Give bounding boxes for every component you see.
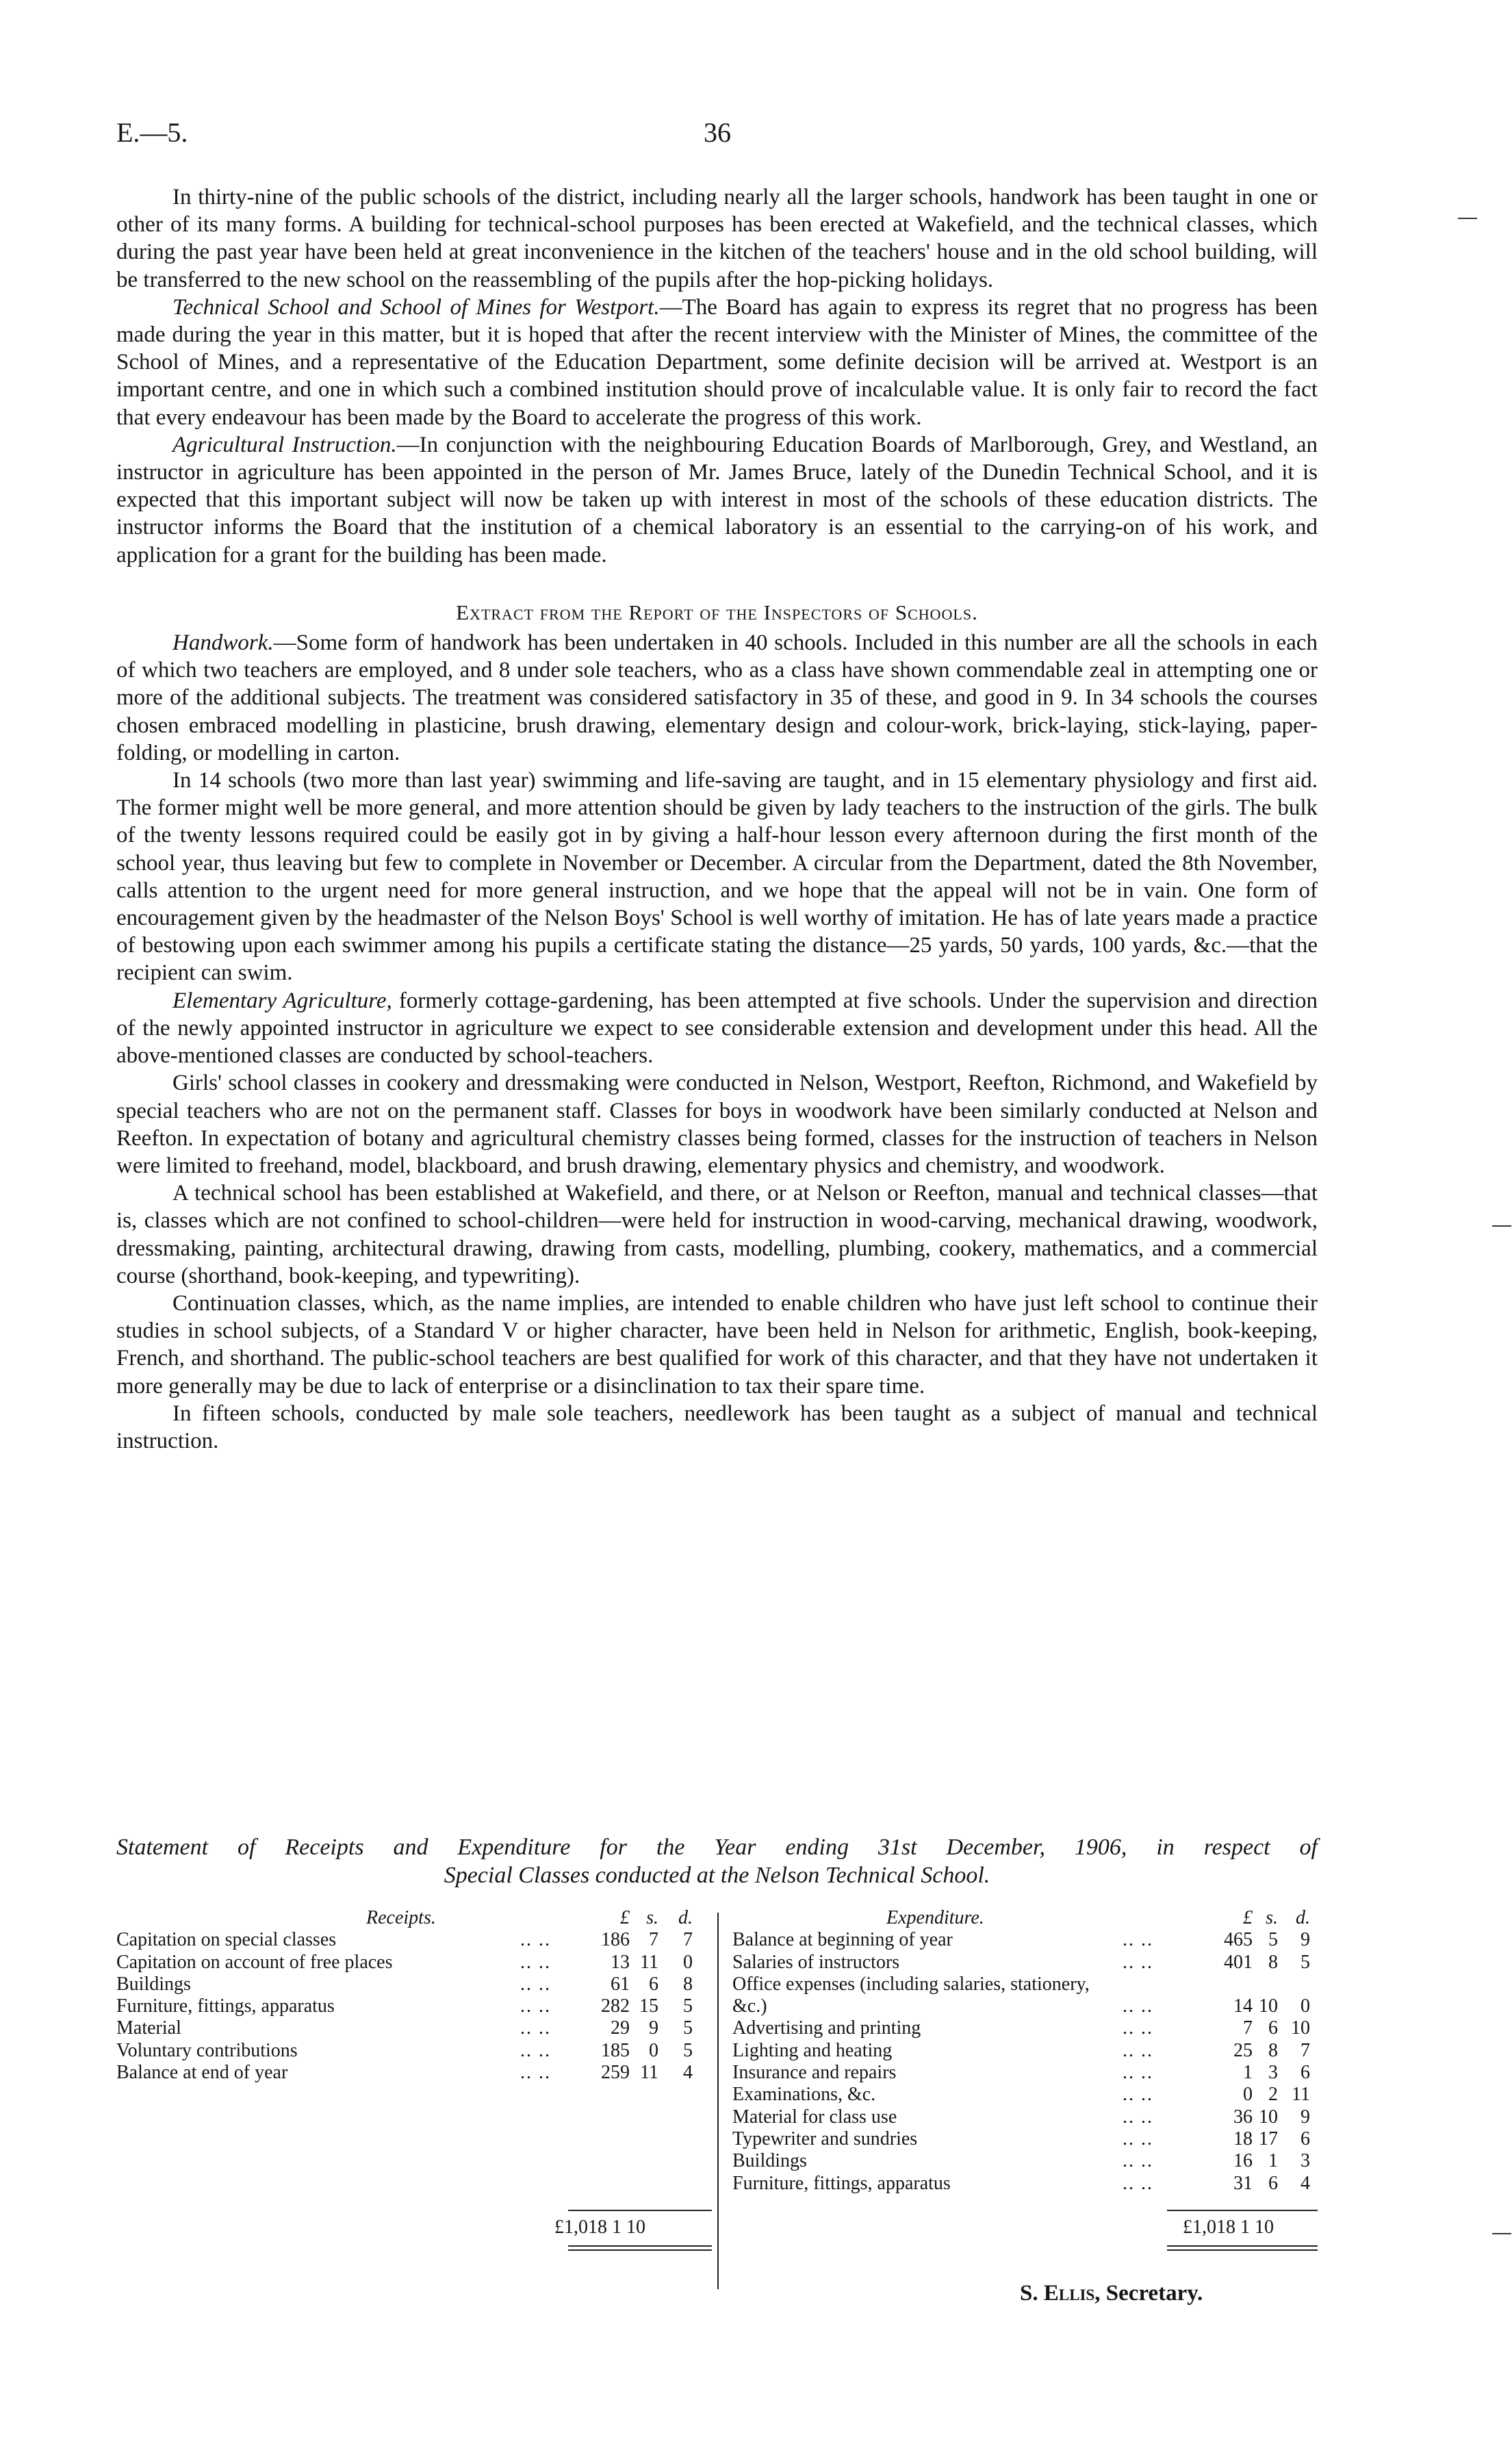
ledger-row <box>116 1929 719 1951</box>
expenditure-rule-bottom-2 <box>1167 2249 1318 2251</box>
shillings-header: s. <box>1266 1907 1278 1928</box>
statement-title <box>116 1833 1318 1889</box>
ledger-item-label: Material <box>116 2017 181 2039</box>
leader-dots: .. .. <box>1123 1995 1153 2017</box>
expenditure-rule-top <box>1167 2210 1318 2211</box>
pounds-value: 25 <box>1233 2039 1253 2061</box>
pounds-value: 18 <box>1233 2128 1253 2149</box>
receipts-total: £1,018 1 10 <box>554 2217 645 2238</box>
expenditure-table <box>732 1907 1318 2195</box>
signatory-title: Secretary. <box>1105 2281 1203 2306</box>
leader-dots: .. .. <box>520 1951 551 1973</box>
ledger-row <box>732 2017 1318 2039</box>
receipts-rule-top <box>568 2210 712 2211</box>
pounds-value: 185 <box>601 2039 630 2061</box>
receipts-rule-bottom-1 <box>568 2245 712 2247</box>
pounds-value: 61 <box>611 1973 630 1995</box>
paragraph-heading: Elementary Agriculture, <box>172 988 392 1013</box>
paragraph-westport: Technical School and School of Mines for Westport.—The Board has again to express its regret that no progress has been made during the year in this matter, but it is hoped that after the recent interview with the Minister of Mines, the committee of the School of Mines, and a representative of the Education Department, some definite decision will be arrived at. Westport is an important centre, and one in which such a combined institution should prove of incalculable value. It is only fair to record the fact that every endeavour has been made by the Board to accelerate the progress of this work. <box>116 294 1318 430</box>
ledger-item-label: Lighting and heating <box>732 2039 893 2061</box>
page-number: 36 <box>704 117 731 148</box>
margin-mark <box>1492 2233 1511 2234</box>
receipts-rule-bottom-2 <box>568 2249 712 2251</box>
document-code: E.—5. <box>116 117 188 148</box>
ledger-item-label: &c.) <box>732 1995 767 2017</box>
pounds-value: 16 <box>1233 2150 1253 2172</box>
receipts-header-row <box>116 1907 719 1929</box>
ledger-item-label: Furniture, fittings, apparatus <box>732 2172 951 2194</box>
ledger-row <box>116 1995 719 2017</box>
pence-value: 8 <box>683 1973 693 1995</box>
pence-value: 0 <box>683 1951 693 1973</box>
ledger-row <box>732 1995 1318 2017</box>
pence-value: 5 <box>683 2017 693 2039</box>
ledger-row <box>116 2017 719 2039</box>
shillings-value: 0 <box>649 2039 658 2061</box>
pounds-header: £ <box>1243 1907 1253 1928</box>
ledger-item-label: Capitation on account of free places <box>116 1951 393 1973</box>
pence-value: 9 <box>1300 1929 1310 1951</box>
paragraph-swimming: In 14 schools (two more than last year) swimming and life-saving are taught, and in 15 elementary physiology and first aid. The former might well be more general, and more attention should be given by lady teachers to the instruction of the girls. The bulk of the twenty lessons required could be easily got in by giving a half-hour lesson every afternoon during the first month of the school year, thus leaving but few to complete in November or December. A circular from the Department, dated the 8th November, calls attention to the urgent need for more general instruction, and we hope that the appeal will not be in vain. One form of encouragement given by the headmaster of the Nelson Boys' School is well worthy of imitation. He has of late years made a practice of bestowing upon each swimmer among his pupils a certificate stating the distance—25 yards, 50 yards, 100 yards, &c.—that the recipient can swim. <box>116 768 1318 986</box>
pence-value: 9 <box>1300 2106 1310 2128</box>
paragraph-needlework: In fifteen schools, conducted by male sole teachers, needlework has been taught as a subject of manual and technical instruction. <box>116 1401 1318 1453</box>
pence-value: 7 <box>1300 2039 1310 2061</box>
ledger-item-label: Insurance and repairs <box>732 2062 897 2084</box>
ledger-item-label: Balance at end of year <box>116 2062 288 2084</box>
ledger-item-label: Voluntary contributions <box>116 2039 298 2061</box>
pence-value: 4 <box>683 2062 693 2084</box>
ledger-row <box>116 2040 719 2062</box>
expenditure-total: £1,018 1 10 <box>1183 2217 1274 2238</box>
ledger-item-label: Material for class use <box>732 2106 897 2128</box>
leader-dots: .. .. <box>1123 2106 1153 2128</box>
paragraph-elementary-agriculture: Elementary Agriculture, formerly cottage-gardening, has been attempted at five schools. Under the supervision and direction of the newly appointed instructor in agriculture we expect to see considerable extension and development under this head. All the above-mentioned classes are conducted by school-teachers. <box>116 988 1318 1069</box>
leader-dots: .. .. <box>520 2017 551 2039</box>
ledger-item-label: Advertising and printing <box>732 2017 921 2039</box>
report-body <box>116 183 1318 1455</box>
leader-dots: .. .. <box>1123 2062 1153 2084</box>
pence-value: 4 <box>1300 2172 1310 2194</box>
pounds-value: 186 <box>601 1929 630 1951</box>
shillings-value: 15 <box>639 1995 658 2017</box>
paragraph-continuation-classes: Continuation classes, which, as the name implies, are intended to enable children who have just left school to continue their studies in school subjects, of a Standard V or higher character, have been held in Nelson for arithmetic, English, book-keeping, French, and shorthand. The public-school teachers are best qualified for work of this character, and that they have not undertaken it more generally may be due to lack of enterprise or a disinclination to tax their spare time. <box>116 1290 1318 1399</box>
ledger-row <box>732 2106 1318 2128</box>
ledger-row <box>732 2040 1318 2062</box>
pounds-value: 7 <box>1243 2017 1253 2039</box>
pounds-value: 13 <box>611 1951 630 1973</box>
leader-dots: .. .. <box>1123 1951 1153 1973</box>
leader-dots: .. .. <box>520 2062 551 2084</box>
ledger-item-label: Buildings <box>732 2150 807 2172</box>
ledger-row <box>116 2062 719 2084</box>
pounds-value: 0 <box>1243 2084 1253 2106</box>
section-title: Extract from the Report of the Inspectors of Schools. <box>456 600 978 624</box>
ledger-row <box>732 1974 1318 1995</box>
ledger-row <box>116 1952 719 1974</box>
pounds-value: 29 <box>611 2017 630 2039</box>
ledger-item-label: Furniture, fittings, apparatus <box>116 1995 335 2017</box>
pence-value: 6 <box>1300 2128 1310 2149</box>
ledger-item-label: Capitation on special classes <box>116 1929 337 1951</box>
column-divider <box>717 1913 719 2289</box>
expenditure-rule-bottom-1 <box>1167 2245 1318 2247</box>
expenditure-header-row <box>732 1907 1318 1929</box>
ledger-item-label: Office expenses (including salaries, stationery, <box>732 1973 1090 1995</box>
signatory-name: S. Ellis, <box>1020 2281 1101 2306</box>
leader-dots: .. .. <box>1123 2084 1153 2106</box>
paragraph-handwork-district: In thirty-nine of the public schools of the district, including nearly all the larger schools, handwork has been taught in one or other of its many forms. A building for technical-school purposes has been erected at Wakefield, and the technical classes, which during the past year have been held at great inconvenience in the kitchen of the teachers' house and in the old school building, will be transferred to the new school on the reassembling of the pupils after the hop-picking holidays. <box>116 185 1318 292</box>
shillings-value: 10 <box>1259 2106 1278 2128</box>
margin-mark <box>1492 1225 1511 1227</box>
paragraph-girls-classes: Girls' school classes in cookery and dressmaking were conducted in Nelson, Westport, Reefton, Richmond, and Wakefield by special teachers who are not on the permanent staff. Classes for boys in woodwork have been similarly conducted at Nelson and Reefton. In expectation of botany and agricultural chemistry classes being formed, classes for the instruction of teachers in Nelson were limited to freehand, model, blackboard, and brush drawing, elementary physics and chemistry, and woodwork. <box>116 1071 1318 1178</box>
ledger-row <box>732 2128 1318 2150</box>
ledger-row <box>732 2084 1318 2106</box>
pence-value: 6 <box>1300 2062 1310 2084</box>
pence-value: 11 <box>1292 2084 1310 2106</box>
leader-dots: .. .. <box>1123 1929 1153 1951</box>
ledger-item-label: Balance at beginning of year <box>732 1929 953 1951</box>
pence-value: 5 <box>683 1995 693 2017</box>
ledger-row <box>732 2062 1318 2084</box>
pence-value: 3 <box>1300 2150 1310 2172</box>
shillings-value: 5 <box>1268 1929 1278 1951</box>
shillings-value: 8 <box>1268 1951 1278 1973</box>
shillings-value: 11 <box>640 1951 658 1973</box>
pounds-value: 259 <box>601 2062 630 2084</box>
receipts-table <box>116 1907 719 2084</box>
shillings-header: s. <box>646 1907 658 1928</box>
pounds-value: 401 <box>1224 1951 1253 1973</box>
shillings-value: 6 <box>1268 2017 1278 2039</box>
ledger-row <box>732 1952 1318 1974</box>
ledger-row <box>732 2150 1318 2172</box>
leader-dots: .. .. <box>520 1973 551 1995</box>
pence-header: d. <box>1296 1907 1310 1928</box>
expenditure-heading: Expenditure. <box>886 1907 984 1928</box>
shillings-value: 6 <box>649 1973 658 1995</box>
shillings-value: 1 <box>1268 2150 1278 2172</box>
leader-dots: .. .. <box>520 1995 551 2017</box>
leader-dots: .. .. <box>1123 2150 1153 2172</box>
shillings-value: 10 <box>1259 1995 1278 2017</box>
shillings-value: 17 <box>1259 2128 1278 2149</box>
page-header <box>116 116 1318 157</box>
pounds-value: 465 <box>1224 1929 1253 1951</box>
statement-title-line-1: Statement of Receipts and Expenditure for the Year ending 31st December, 1906, in respect of <box>116 1835 1318 1860</box>
pounds-value: 31 <box>1233 2172 1253 2194</box>
pence-header: d. <box>678 1907 693 1928</box>
ledger-item-label: Salaries of instructors <box>732 1951 900 1973</box>
paragraph-heading: Handwork. <box>172 630 274 656</box>
pounds-header: £ <box>620 1907 630 1928</box>
margin-mark <box>1458 218 1477 219</box>
ledger-item-label: Examinations, &c. <box>732 2084 876 2106</box>
ledger-row <box>732 1929 1318 1951</box>
leader-dots: .. .. <box>1123 2172 1153 2194</box>
pounds-value: 282 <box>601 1995 630 2017</box>
ledger-row <box>116 1974 719 1995</box>
leader-dots: .. .. <box>1123 2017 1153 2039</box>
paragraph-technical-school: A technical school has been established at Wakefield, and there, or at Nelson or Reefton, manual and technical classes—that is, classes which are not confined to school-children—were held for instruction in wood-carving, mechanical drawing, woodwork, dressmaking, painting, architectural drawing, drawing from casts, modelling, plumbing, cookery, mathematics, and a commercial course (shorthand, book-keeping, and typewriting). <box>116 1181 1318 1288</box>
shillings-value: 9 <box>649 2017 658 2039</box>
pounds-value: 36 <box>1233 2106 1253 2128</box>
paragraph-heading: Technical School and School of Mines for Westport. <box>172 294 660 320</box>
ledger-item-label: Buildings <box>116 1973 191 1995</box>
pence-value: 5 <box>683 2039 693 2061</box>
pence-value: 5 <box>1300 1951 1310 1973</box>
statement-title-line-2: Special Classes conducted at the Nelson Technical School. <box>444 1863 990 1888</box>
paragraph-handwork: Handwork.—Some form of handwork has been undertaken in 40 schools. Included in this number are all the schools in each of which two teachers are employed, and 8 under sole teachers, who as a class have shown commendable zeal in attempting one or more of the additional subjects. The treatment was considered satisfactory in 35 of these, and good in 9. In 34 schools the courses chosen embraced modelling in plasticine, brush drawing, elementary design and colour-work, brick-laying, stick-laying, paper-folding, or modelling in carton. <box>116 630 1318 765</box>
paragraph-agricultural-instruction: Agricultural Instruction.—In conjunction with the neighbouring Education Boards of Marlborough, Grey, and Westland, an instructor in agriculture has been appointed in the person of Mr. James Bruce, lately of the Dunedin Technical School, and it is expected that this important subject will now be taken up with interest in most of the schools of these education districts. The instructor informs the Board that the institution of a chemical laboratory is an essential to the carrying-on of his work, and application for a grant for the building has been made. <box>116 432 1318 567</box>
pounds-value: 1 <box>1243 2062 1253 2084</box>
pounds-value: 14 <box>1233 1995 1253 2017</box>
pence-value: 7 <box>683 1929 693 1951</box>
shillings-value: 2 <box>1268 2084 1278 2106</box>
pence-value: 0 <box>1300 1995 1310 2017</box>
paragraph-heading: Agricultural Instruction. <box>172 432 397 457</box>
shillings-value: 8 <box>1268 2039 1278 2061</box>
ledger-row <box>732 2173 1318 2195</box>
receipts-heading: Receipts. <box>366 1907 436 1928</box>
signature <box>1020 2281 1203 2306</box>
shillings-value: 3 <box>1268 2062 1278 2084</box>
leader-dots: .. .. <box>520 2039 551 2061</box>
ledger-item-label: Typewriter and sundries <box>732 2128 918 2149</box>
leader-dots: .. .. <box>1123 2039 1153 2061</box>
leader-dots: .. .. <box>520 1929 551 1951</box>
pence-value: 10 <box>1291 2017 1310 2039</box>
shillings-value: 6 <box>1268 2172 1278 2194</box>
shillings-value: 7 <box>649 1929 658 1951</box>
shillings-value: 11 <box>640 2062 658 2084</box>
leader-dots: .. .. <box>1123 2128 1153 2149</box>
